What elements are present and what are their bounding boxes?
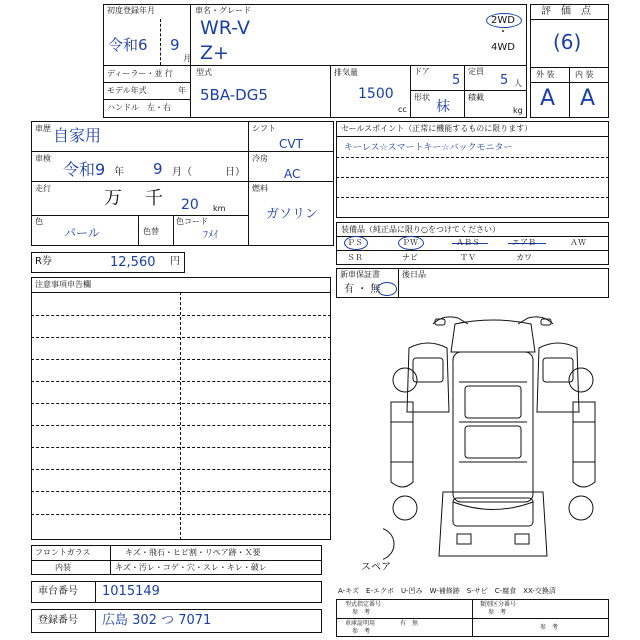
notes-box	[31, 277, 331, 540]
drive-dot: ・	[498, 27, 508, 38]
handle-label: ハンドル 左・右	[107, 103, 171, 112]
equipment-label: 装備品（純正品に限り○をつけてください）	[341, 225, 500, 234]
cert-label-5: 参 考	[352, 628, 371, 635]
exterior-grade: A	[540, 86, 556, 111]
equip-ps: ＰＳ	[347, 238, 363, 247]
type-label: 型式	[196, 68, 212, 77]
first-reg-label: 初度登録年月	[107, 6, 155, 15]
interior-grade: A	[580, 86, 596, 111]
inspection-year-unit: 年	[114, 167, 124, 178]
shape-value: 枺	[436, 99, 450, 115]
damage-legend: A-キズ E-エクボ U-凹み W-補修跡 S-サビ C-腐食 XX-交換済	[338, 587, 556, 595]
inspection-day-unit: 日）	[225, 167, 245, 178]
warranty-label: 新車保証書	[340, 270, 380, 279]
displacement-unit: cc	[398, 105, 407, 114]
warranty-options: 有 ・ 無	[344, 284, 381, 295]
mileage-label: 走行	[35, 184, 51, 193]
cert-label-2: 類別区分番号	[480, 601, 517, 608]
ac-value: AC	[284, 167, 301, 181]
cert-ref-1: 参 考	[352, 609, 371, 616]
model-year-label: モデル年式	[107, 86, 147, 95]
interior-label: 内 装	[575, 70, 594, 79]
drive-4wd: 4WD	[491, 42, 515, 53]
chassis-label: 車台番号	[38, 586, 78, 597]
recycle-box	[31, 252, 185, 273]
color-change-label: 色替	[143, 227, 159, 236]
inspection-month: 9	[153, 160, 163, 178]
color-label: 色	[35, 217, 43, 226]
inspection-month-unit: 月（	[172, 167, 192, 178]
recycle-label: R券	[35, 256, 52, 267]
score-label: 評 価 点	[541, 6, 591, 17]
color-value: パール	[64, 226, 100, 240]
registration-number: 広島 302 つ 7071	[102, 613, 212, 628]
month-unit: 月	[183, 54, 191, 63]
car-diagram	[383, 302, 603, 568]
mileage-man: 万	[104, 188, 122, 209]
category-label: 車歴	[35, 124, 51, 133]
door-label: ドア	[414, 67, 430, 76]
cert-ref-2: 参 考	[488, 609, 507, 616]
doors-value: 5	[452, 73, 461, 88]
first-reg-month: 9	[170, 36, 180, 54]
sales-point-line1: キーレス☆スマートキー☆バックモニター	[344, 143, 513, 153]
model-year-unit: 年	[178, 86, 186, 95]
car-grade: Z+	[200, 42, 229, 64]
spare-label: スペア	[361, 562, 391, 573]
notes-label: 注意事項申告欄	[35, 280, 91, 289]
capacity-label: 定員	[468, 67, 484, 76]
mileage-sen: 千	[145, 188, 163, 209]
inspection-era: 令和9	[63, 160, 106, 179]
equip-pw: ＰＷ	[402, 238, 418, 247]
capacity-value: 5	[500, 73, 509, 88]
shape-label: 形状	[414, 93, 430, 102]
registration-label: 登録番号	[38, 615, 78, 626]
first-reg-era: 令和6	[108, 36, 148, 54]
drive-2wd: 2WD	[491, 15, 515, 26]
interior-cond-items: キズ・汚レ・コゲ・穴・スレ・キレ・破レ	[115, 563, 267, 572]
inspection-label: 車検	[35, 154, 51, 163]
shift-label: シフト	[252, 124, 276, 133]
category-value: 自家用	[53, 126, 102, 145]
shift-value: CVT	[279, 137, 303, 151]
windshield-items: キズ・飛石・ヒビ割・リペア跡・Ｘ要	[125, 548, 261, 557]
color-code-label: 色コード	[176, 217, 208, 226]
model-code: 5BA-DG5	[200, 86, 268, 104]
ac-label: 冷房	[252, 154, 268, 163]
cert-label-1: 型式指定番号	[345, 601, 382, 608]
equip-aw: ＡＷ	[570, 238, 586, 247]
fuel-value: ガソリン	[266, 207, 319, 222]
warranty-nashi-circle	[377, 282, 397, 296]
mileage-value: 20	[181, 197, 199, 213]
recycle-amount: 12,560	[110, 255, 156, 270]
equip-airbag: エアＢ	[512, 238, 536, 247]
sales-point-label: セールスポイント（正常に機能するものに限ります）	[341, 124, 533, 133]
color-code-value: ﾌﾒｲ	[203, 230, 218, 241]
displacement-label: 排気量	[334, 68, 358, 77]
chassis-number: 1015149	[102, 584, 160, 599]
interior-cond-label: 内装	[55, 563, 71, 572]
load-unit: kg	[513, 106, 523, 115]
recycle-unit: 円	[170, 256, 180, 267]
name-grade-label: 車名・グレード	[195, 6, 251, 15]
cert-label-3: 車庫証明用	[345, 620, 376, 627]
displacement-value: 1500	[358, 86, 394, 102]
score-value: (6)	[553, 30, 582, 54]
equip-navi: ナビ	[402, 253, 418, 262]
load-label: 積載	[468, 93, 484, 102]
equip-tv: ＴＶ	[460, 253, 476, 262]
equip-sr: ＳＲ	[347, 253, 363, 262]
equip-leather: カワ	[516, 253, 532, 262]
windshield-label: フロントガラス	[35, 548, 91, 557]
cert-label-6: 参 考	[540, 624, 559, 631]
exterior-label: 外 装	[536, 70, 555, 79]
capacity-unit: 人	[514, 79, 522, 88]
km-unit: km	[213, 204, 226, 213]
dealer-label: ディーラー・並 行	[107, 69, 173, 78]
seal-label: 後日品	[402, 270, 426, 279]
cert-label-4: 有 無	[400, 620, 419, 627]
car-name: WR-V	[200, 17, 250, 39]
equip-abs: ＡＢＳ	[456, 238, 480, 247]
fuel-label: 燃料	[252, 184, 268, 193]
